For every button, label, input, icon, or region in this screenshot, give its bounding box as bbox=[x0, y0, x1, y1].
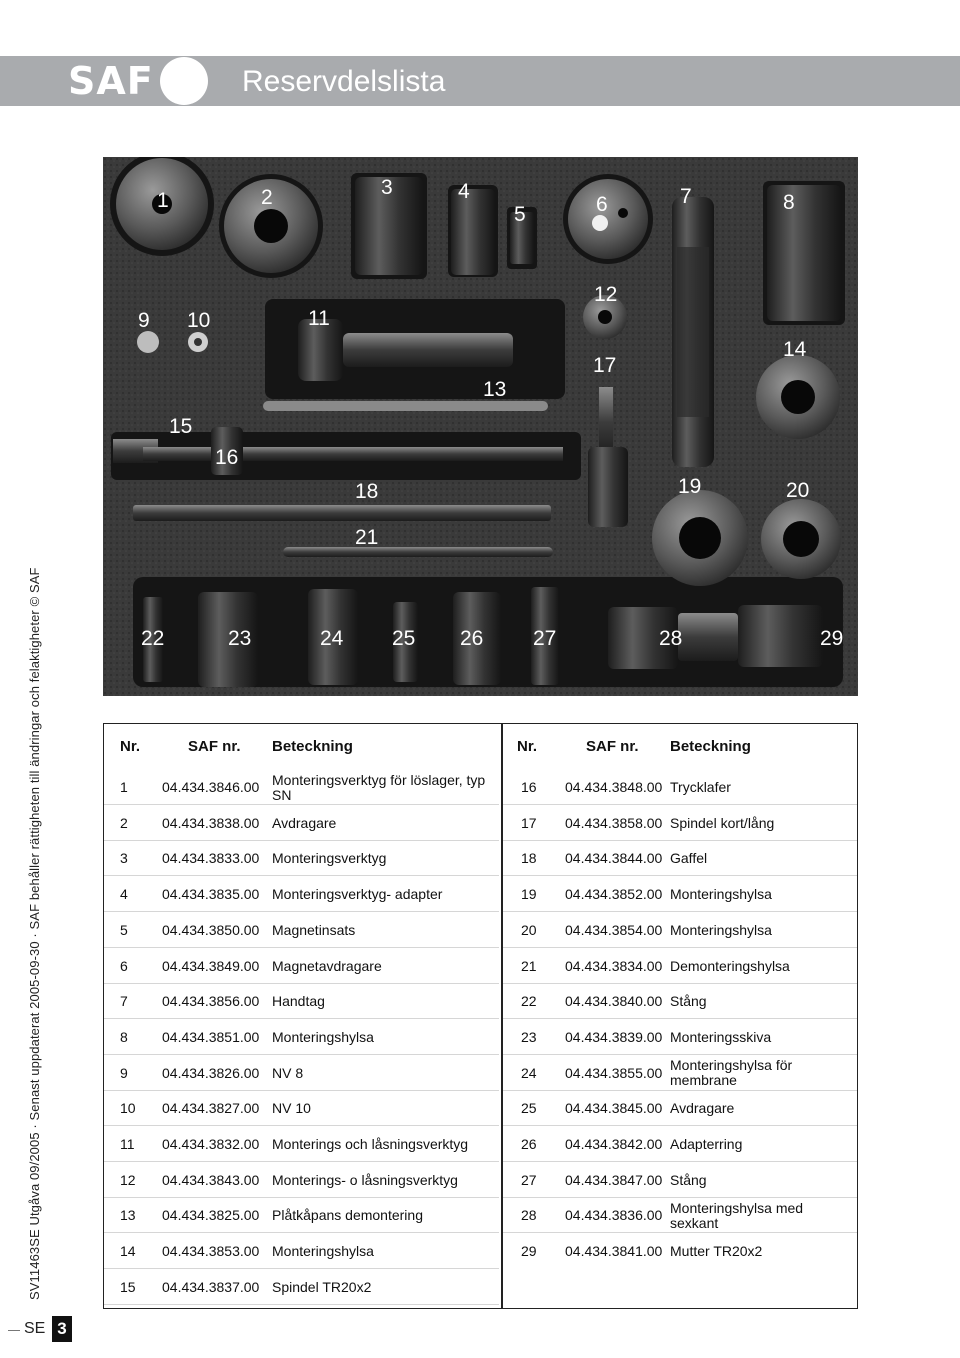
photo-label: 9 bbox=[138, 309, 150, 332]
photo-label: 17 bbox=[593, 354, 617, 377]
part-description: Monterings och låsningsverktyg bbox=[272, 1136, 469, 1152]
part-number: 27 bbox=[521, 1171, 537, 1188]
header-beteckning: Beteckning bbox=[272, 738, 353, 755]
table-row bbox=[503, 1020, 857, 1055]
saf-article-number: 04.434.3827.00 bbox=[162, 1100, 260, 1117]
saf-article-number: 04.434.3832.00 bbox=[162, 1136, 260, 1152]
saf-article-number: 04.434.3856.00 bbox=[162, 993, 260, 1010]
photo-label: 4 bbox=[458, 180, 470, 203]
parts-table bbox=[103, 723, 858, 1309]
part-number: 2 bbox=[120, 814, 128, 831]
photo-label: 10 bbox=[187, 309, 211, 332]
photo-label: 2 bbox=[261, 186, 273, 209]
table-row bbox=[503, 1056, 857, 1091]
photo-label: 23 bbox=[228, 627, 252, 650]
part-number: 9 bbox=[120, 1064, 128, 1081]
part-number: 5 bbox=[120, 921, 128, 938]
part-description: Monteringshylsa för membrane bbox=[670, 1057, 793, 1089]
part-description: Stång bbox=[670, 1171, 707, 1188]
saf-article-number: 04.434.3826.00 bbox=[162, 1064, 260, 1081]
part-number: 21 bbox=[521, 957, 537, 974]
saf-article-number: 04.434.3843.00 bbox=[162, 1171, 260, 1188]
saf-article-number: 04.434.3845.00 bbox=[565, 1100, 663, 1117]
part-number: 8 bbox=[120, 1028, 128, 1045]
table-row bbox=[503, 984, 857, 1019]
photo-label: 24 bbox=[320, 627, 344, 650]
photo-label: 16 bbox=[215, 446, 239, 469]
saf-logo bbox=[68, 56, 208, 106]
saf-article-number: 04.434.3851.00 bbox=[162, 1028, 260, 1045]
saf-article-number: 04.434.3841.00 bbox=[565, 1243, 663, 1260]
part-description: Monterings- o låsningsverktyg bbox=[272, 1171, 458, 1188]
photo-label: 15 bbox=[169, 415, 193, 438]
saf-article-number: 04.434.3850.00 bbox=[162, 921, 260, 938]
part-number: 16 bbox=[521, 779, 537, 795]
part-description: Avdragare bbox=[670, 1100, 735, 1117]
part-description: Monteringsverktyg- adapter bbox=[272, 886, 443, 903]
part-description: Plåtkåpans demontering bbox=[272, 1207, 423, 1224]
photo-label: 6 bbox=[596, 193, 608, 216]
part-description: NV 10 bbox=[272, 1100, 311, 1117]
saf-article-number: 04.434.3837.00 bbox=[162, 1278, 260, 1295]
saf-article-number: 04.434.3825.00 bbox=[162, 1207, 260, 1224]
photo-label: 21 bbox=[355, 526, 379, 549]
photo-label: 19 bbox=[678, 475, 702, 498]
photo-label: 11 bbox=[308, 307, 330, 330]
part-description: Spindel kort/lång bbox=[670, 814, 775, 831]
saf-article-number: 04.434.3847.00 bbox=[565, 1171, 663, 1188]
table-row bbox=[503, 841, 857, 876]
part-number: 22 bbox=[521, 993, 537, 1010]
photo-label: 20 bbox=[786, 479, 810, 502]
table-row bbox=[503, 806, 857, 841]
part-description: Adapterring bbox=[670, 1136, 743, 1152]
table-row bbox=[104, 1234, 499, 1269]
table-row bbox=[104, 1198, 499, 1233]
part-description: Monteringsverktyg för löslager, typ SN bbox=[272, 771, 486, 803]
saf-article-number: 04.434.3854.00 bbox=[565, 921, 663, 938]
saf-article-number: 04.434.3834.00 bbox=[565, 957, 663, 974]
table-row bbox=[503, 949, 857, 984]
part-description: Monteringsskiva bbox=[670, 1028, 772, 1045]
part-description: Spindel TR20x2 bbox=[272, 1278, 372, 1295]
part-description: Gaffel bbox=[670, 850, 708, 867]
part-description: Magnetavdragare bbox=[272, 957, 382, 974]
table-row bbox=[104, 1127, 499, 1162]
table-row bbox=[503, 1198, 857, 1233]
table-row bbox=[503, 1234, 857, 1269]
part-number: 4 bbox=[120, 886, 128, 903]
part-number: 6 bbox=[120, 957, 128, 974]
table-row bbox=[503, 1091, 857, 1126]
photo-label: 5 bbox=[514, 203, 526, 226]
language-code: SE bbox=[24, 1320, 46, 1337]
document-info-vertical: SV11463SE Utgåva 09/2005 · Senast uppdaterat 2005-09-30 · SAF behåller rättigheten till ändringar och felaktigheter © SAF bbox=[27, 567, 42, 1300]
row-separator bbox=[104, 1304, 499, 1305]
part-number: 25 bbox=[521, 1100, 537, 1117]
part-description: Demonteringshylsa bbox=[670, 957, 790, 974]
part-number: 17 bbox=[521, 814, 537, 831]
saf-article-number: 04.434.3858.00 bbox=[565, 814, 663, 831]
table-row bbox=[503, 913, 857, 948]
logo-circle-icon bbox=[160, 57, 208, 105]
photo-label: 14 bbox=[783, 338, 807, 361]
part-number: 20 bbox=[521, 921, 537, 938]
part-description: Handtag bbox=[272, 993, 325, 1010]
saf-article-number: 04.434.3853.00 bbox=[162, 1243, 260, 1260]
photo-label: 18 bbox=[355, 480, 379, 503]
part-number: 12 bbox=[120, 1171, 136, 1188]
saf-article-number: 04.434.3852.00 bbox=[565, 886, 663, 903]
table-row bbox=[104, 1091, 499, 1126]
crop-mark bbox=[8, 1330, 20, 1331]
table-row bbox=[104, 949, 499, 984]
table-row bbox=[104, 806, 499, 841]
photo-label: 25 bbox=[392, 627, 416, 650]
photo-label: 1 bbox=[157, 189, 169, 212]
part-description: Monteringshylsa med sexkant bbox=[670, 1199, 804, 1231]
toolkit-photo bbox=[103, 157, 858, 696]
part-number: 11 bbox=[120, 1136, 135, 1152]
photo-label: 7 bbox=[680, 185, 692, 208]
saf-article-number: 04.434.3855.00 bbox=[565, 1064, 663, 1081]
table-row bbox=[503, 877, 857, 912]
saf-article-number: 04.434.3833.00 bbox=[162, 850, 260, 867]
photo-label: 26 bbox=[460, 627, 484, 650]
part-description: Stång bbox=[670, 993, 707, 1010]
part-number: 26 bbox=[521, 1136, 537, 1152]
part-description: Magnetinsats bbox=[272, 921, 356, 938]
header-saf-nr: SAF nr. bbox=[586, 738, 639, 755]
saf-article-number: 04.434.3844.00 bbox=[565, 850, 663, 867]
part-number: 1 bbox=[120, 779, 128, 795]
part-number: 18 bbox=[521, 850, 537, 867]
brand-name: SAF bbox=[68, 59, 154, 103]
part-description: Monteringsverktyg bbox=[272, 850, 387, 867]
photo-label: 29 bbox=[820, 627, 844, 650]
table-row bbox=[104, 1056, 499, 1091]
part-description: Monteringshylsa bbox=[670, 886, 772, 903]
table-row bbox=[503, 770, 857, 805]
table-row bbox=[503, 1163, 857, 1198]
table-row bbox=[104, 913, 499, 948]
part-number: 14 bbox=[120, 1243, 136, 1260]
table-row bbox=[104, 841, 499, 876]
part-number: 10 bbox=[120, 1100, 136, 1117]
part-number: 15 bbox=[120, 1278, 136, 1295]
part-number: 7 bbox=[120, 993, 128, 1010]
photo-label: 28 bbox=[659, 627, 683, 650]
part-description: Avdragare bbox=[272, 814, 337, 831]
photo-label: 12 bbox=[594, 283, 618, 306]
saf-article-number: 04.434.3848.00 bbox=[565, 779, 663, 795]
header-beteckning: Beteckning bbox=[670, 738, 751, 755]
part-description: Trycklafer bbox=[670, 779, 731, 795]
photo-label: 13 bbox=[483, 378, 507, 401]
saf-article-number: 04.434.3849.00 bbox=[162, 957, 260, 974]
table-row bbox=[104, 984, 499, 1019]
saf-article-number: 04.434.3846.00 bbox=[162, 779, 260, 795]
saf-article-number: 04.434.3839.00 bbox=[565, 1028, 663, 1045]
part-description: Monteringshylsa bbox=[670, 921, 772, 938]
photo-label: 8 bbox=[783, 191, 795, 214]
saf-article-number: 04.434.3838.00 bbox=[162, 814, 260, 831]
table-row bbox=[104, 1020, 499, 1055]
page-number: 3 bbox=[52, 1316, 72, 1342]
part-number: 24 bbox=[521, 1064, 537, 1081]
photo-label: 3 bbox=[381, 176, 393, 199]
saf-article-number: 04.434.3842.00 bbox=[565, 1136, 663, 1152]
part-description: Monteringshylsa bbox=[272, 1243, 374, 1260]
header-nr: Nr. bbox=[120, 738, 141, 755]
photo-label: 27 bbox=[533, 627, 557, 650]
table-row bbox=[503, 1127, 857, 1162]
part-number: 28 bbox=[521, 1207, 537, 1224]
header-saf-nr: SAF nr. bbox=[188, 738, 241, 755]
part-description: Mutter TR20x2 bbox=[670, 1243, 763, 1260]
saf-article-number: 04.434.3836.00 bbox=[565, 1207, 663, 1224]
photo-label: 22 bbox=[141, 627, 165, 650]
table-row bbox=[104, 877, 499, 912]
part-description: Monteringshylsa bbox=[272, 1028, 374, 1045]
part-number: 23 bbox=[521, 1028, 537, 1045]
table-row bbox=[104, 1163, 499, 1198]
part-number: 13 bbox=[120, 1207, 136, 1224]
part-number: 3 bbox=[120, 850, 128, 867]
part-number: 19 bbox=[521, 886, 537, 903]
part-description: NV 8 bbox=[272, 1064, 304, 1081]
table-row bbox=[104, 770, 499, 805]
saf-article-number: 04.434.3840.00 bbox=[565, 993, 663, 1010]
page-title: Reservdelslista bbox=[242, 65, 446, 98]
header-nr: Nr. bbox=[517, 738, 538, 755]
saf-article-number: 04.434.3835.00 bbox=[162, 886, 260, 903]
table-row bbox=[104, 1270, 499, 1305]
part-number: 29 bbox=[521, 1243, 537, 1260]
